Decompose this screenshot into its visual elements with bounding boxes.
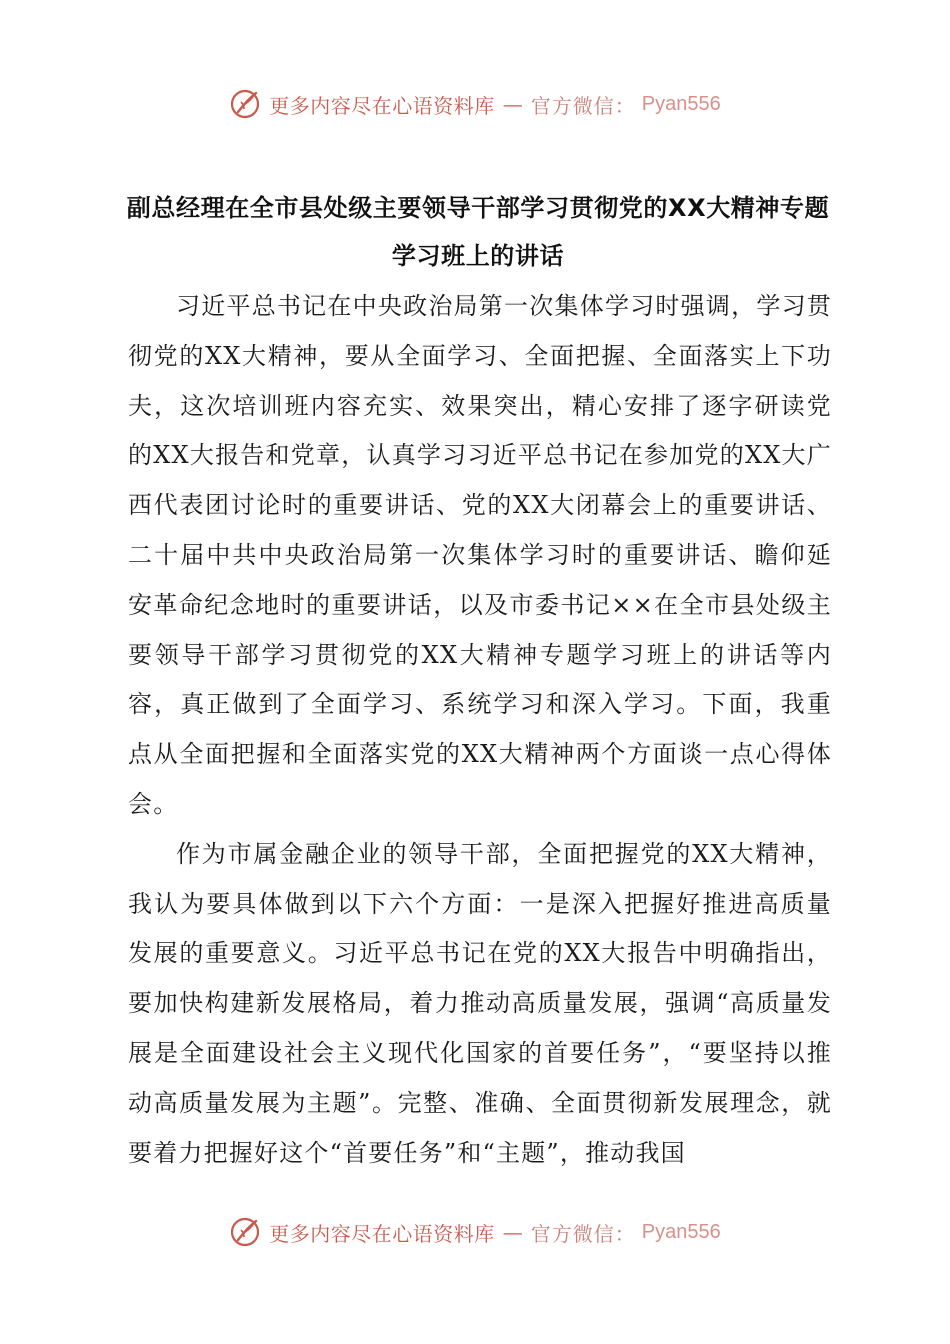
watermark-label: 更多内容尽在心语资料库 (269, 93, 495, 118)
watermark-account-id: Pyan556 (641, 1220, 721, 1243)
watermark-account-prefix: 官方微信： (530, 1221, 636, 1246)
watermark-separator: — (502, 1220, 523, 1244)
body-paragraph-2: 作为市属金融企业的领导干部，全面把握党的XX大精神，我认为要具体做到以下六个方面：一是深入把握好推进高质量发展的重要意义。习近平总书记在党的XX大报告中明确指出，要加快构建新发展格局，着力推动高质量发展，强调“高质量发展是全面建设社会主义现代化国家的首要任务”，“要坚持以推动高质量发展为主题”。完整、准确、全面贯彻新发展理念，就要着力把握好这个“首要任务”和“主题”，推动我国 (128, 839, 832, 1167)
footer-watermark-banner (0, 1212, 950, 1252)
quill-pen-logo-icon (229, 1215, 263, 1249)
document-title: 副总经理在全市县处级主要领导干部学习贯彻党的XX大精神专题学习班上的讲话 (126, 194, 830, 270)
body-paragraph-1: 习近平总书记在中央政治局第一次集体学习时强调，学习贯彻党的XX大精神，要从全面学习、全面把握、全面落实上下功夫，这次培训班内容充实、效果突出，精心安排了逐字研读党的XX大报告和党章，认真学习习近平总书记在参加党的XX大广西代表团讨论时的重要讲话、党的XX大闭幕会上的重要讲话、二十届中共中央政治局第一次集体学习时的重要讲话、瞻仰延安革命纪念地时的重要讲话，以及市委书记××在全市县处级主要领导干部学习贯彻党的XX大精神专题学习班上的讲话等内容，真正做到了全面学习、系统学习和深入学习。下面，我重点从全面把握和全面落实党的XX大精神两个方面谈一点心得体会。 (128, 292, 832, 818)
watermark-label: 更多内容尽在心语资料库 (269, 1221, 495, 1246)
watermark-account-prefix: 官方微信： (530, 93, 636, 118)
header-watermark-banner (0, 84, 950, 124)
document-body (128, 282, 832, 1178)
watermark-separator: — (502, 92, 523, 116)
watermark-account-id: Pyan556 (641, 92, 721, 115)
quill-pen-logo-icon (229, 87, 263, 121)
